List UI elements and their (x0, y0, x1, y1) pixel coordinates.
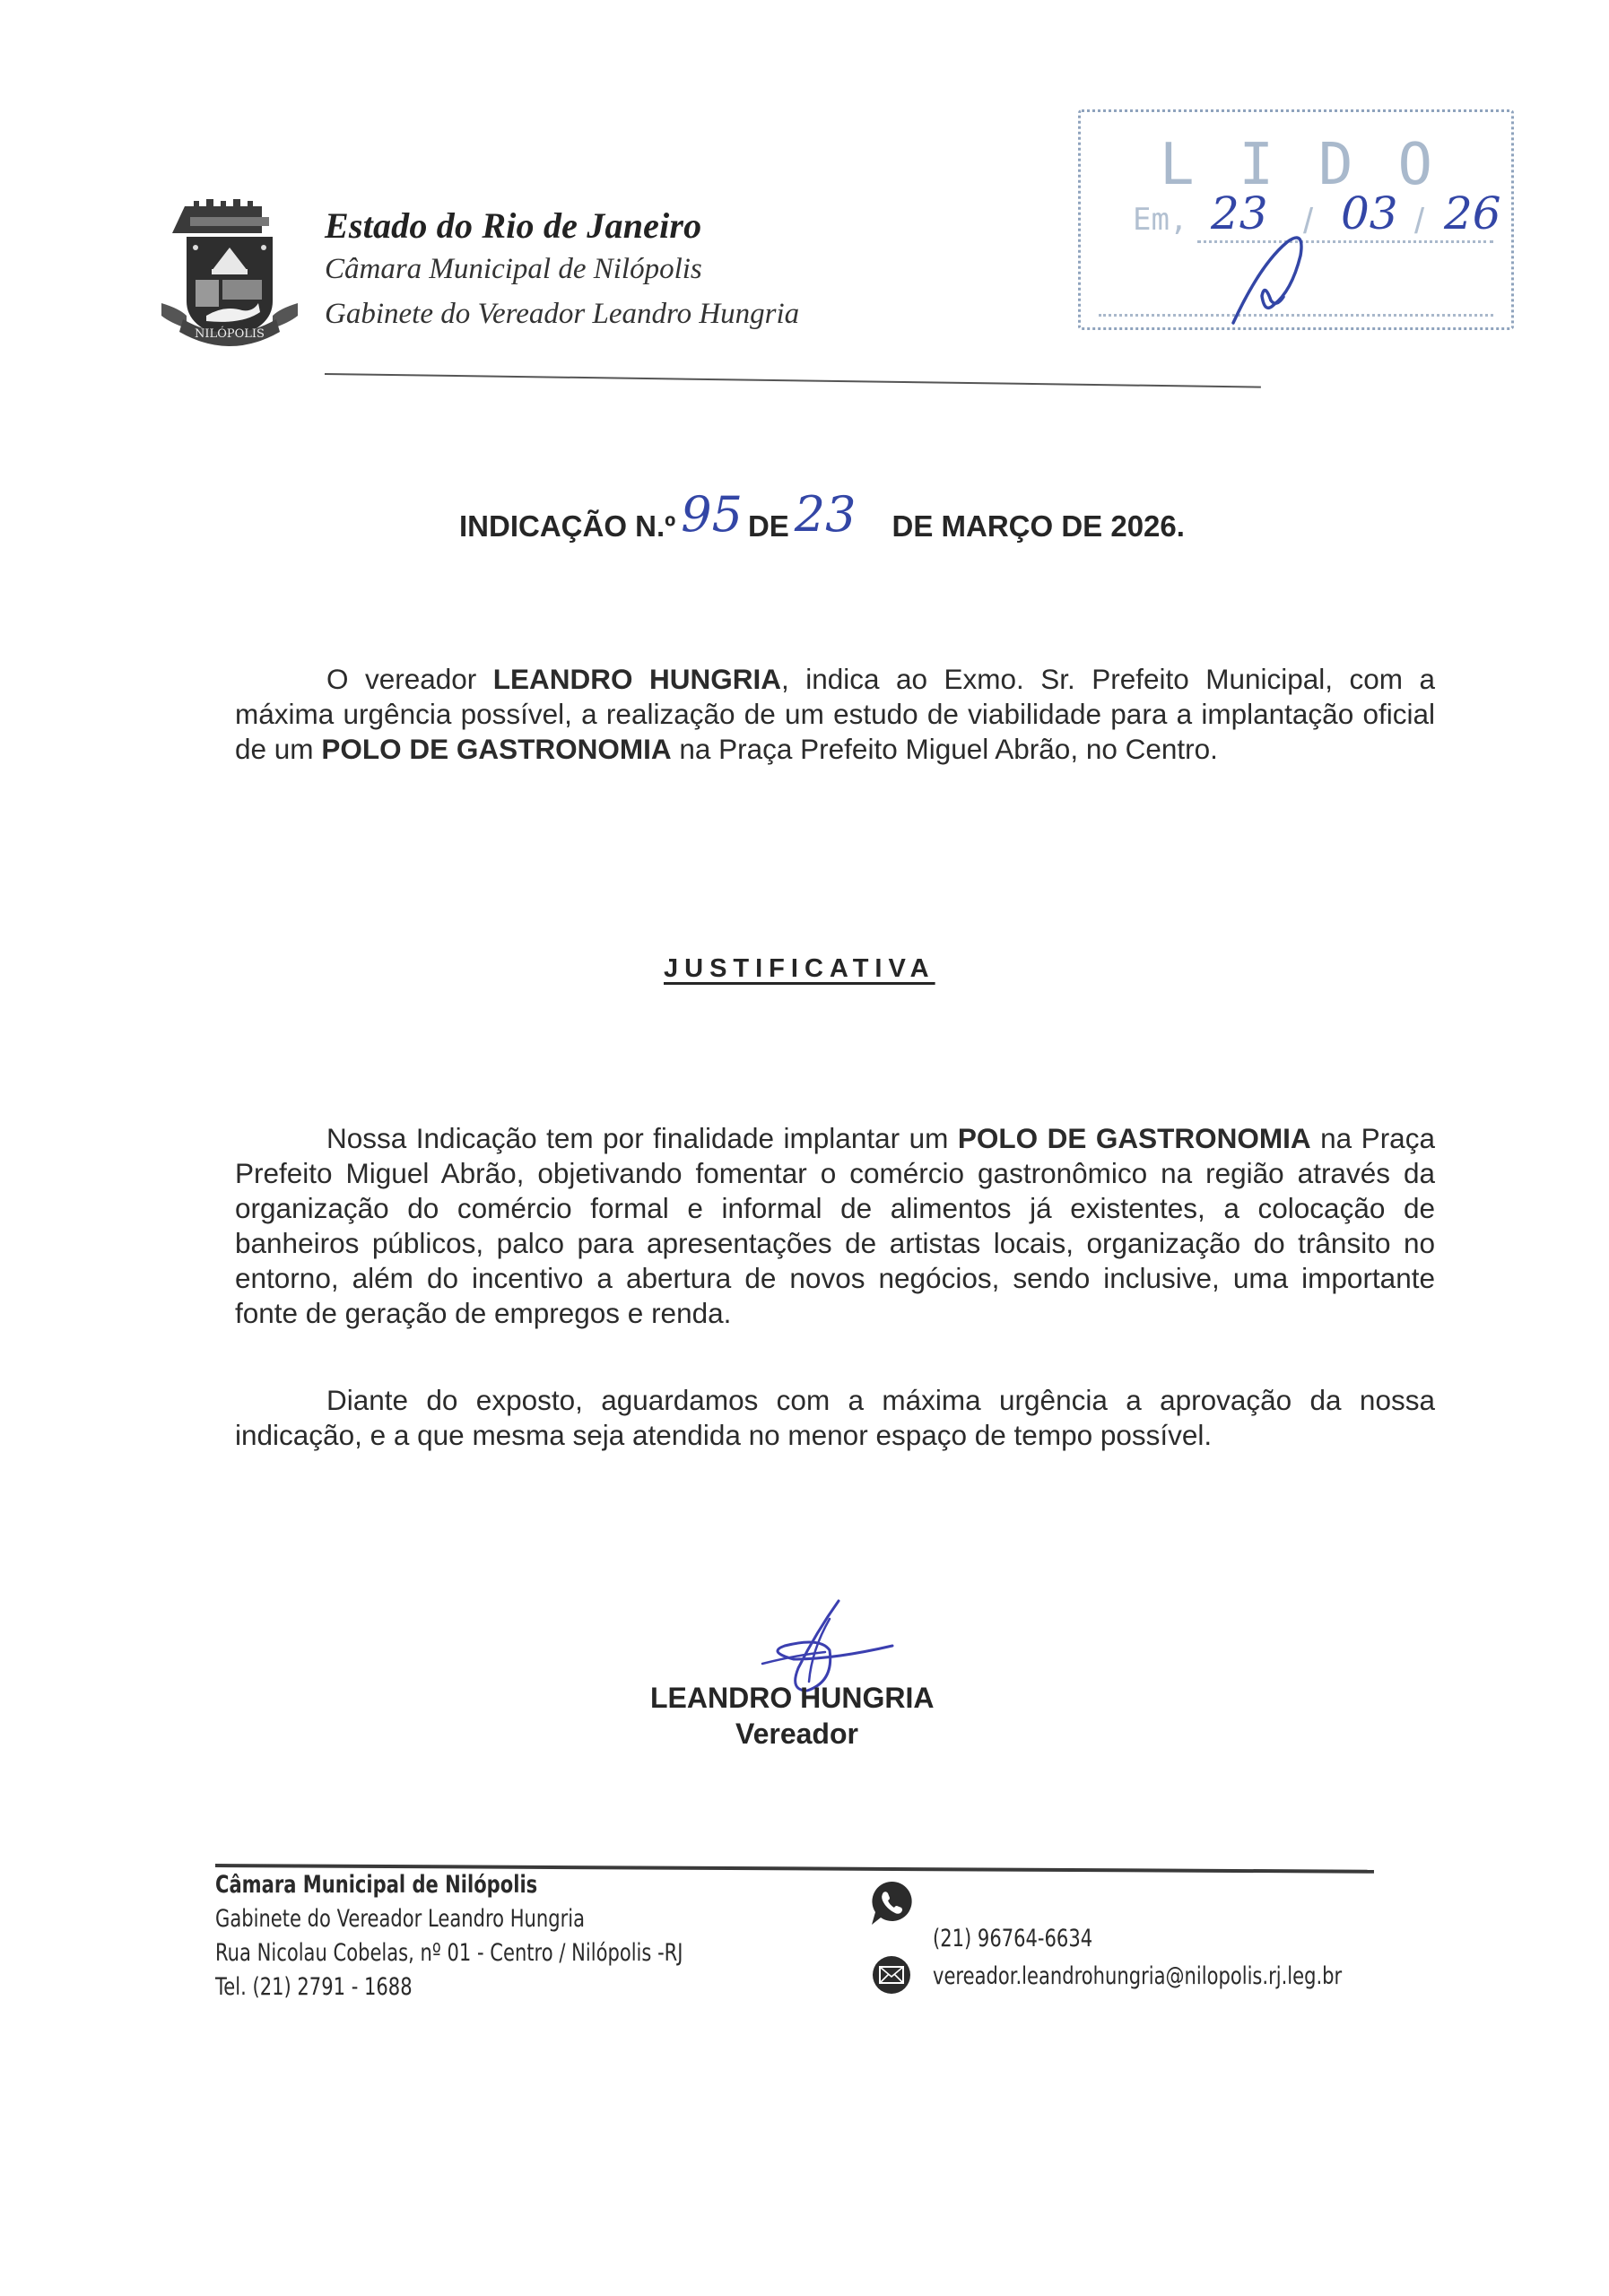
title-de: DE (747, 509, 789, 543)
closing-paragraph (235, 1383, 1435, 1453)
received-stamp (1078, 109, 1514, 330)
footer-email: vereador.leandrohungria@nilopolis.rj.leg.br (933, 1962, 1343, 1990)
crest-text: NILÓPOLIS (195, 327, 265, 341)
footer-phone: Tel. (21) 2791 - 1688 (215, 1973, 413, 2001)
stamp-month: 03 (1341, 187, 1398, 239)
justification-paragraph (235, 1121, 1435, 1331)
stamp-year: 26 (1444, 187, 1501, 239)
title-day: 23 (794, 486, 857, 543)
footer-mobile: (21) 96764-6634 (933, 1925, 1093, 1952)
mail-icon (870, 1955, 913, 1995)
signer-name: LEANDRO HUNGRIA (650, 1682, 935, 1714)
title-suffix: DE MARÇO DE 2026. (891, 509, 1185, 543)
footer-office: Gabinete do Vereador Leandro Hungria (215, 1905, 586, 1933)
text-run: Nossa Indicação tem por finalidade implantar um (326, 1122, 958, 1154)
whatsapp-icon (870, 1880, 913, 1926)
indication-paragraph (235, 662, 1435, 767)
project-name: POLO DE GASTRONOMIA (957, 1122, 1311, 1154)
text-run: Diante do exposto, aguardamos com a máxima urgência a aprovação da nossa indicação, e a que mesma seja atendida no menor espaço de tempo possível. (235, 1384, 1435, 1451)
indication-number: 95 (681, 486, 743, 543)
text-run: , indica ao Exmo. Sr. Prefeito Municipal, com a máxima urgência possível, a realização de um estudo de viabilidade para a implantação oficial de um (235, 663, 1435, 765)
municipal-crest-logo (160, 197, 300, 350)
councilor-name: LEANDRO HUNGRIA (492, 663, 781, 695)
footer-address: Rua Nicolau Cobelas, nº 01 - Centro / Nilópolis -RJ (215, 1939, 683, 1967)
title-prefix: INDICAÇÃO N.º (459, 509, 676, 543)
text-run: na Praça Prefeito Miguel Abrão, objetivando fomentar o comércio gastronômico na região através da organização do comércio formal e informal de alimentos já existentes, a colocação de banheiros públicos, palco para apresentações de artistas locais, organização do trânsito no entorno, além do incentivo a abertura de novos negócios, sendo inclusive, uma importante fonte de geração de empregos e renda. (235, 1122, 1435, 1329)
header-state: Estado do Rio de Janeiro (325, 205, 702, 246)
header-office: Gabinete do Vereador Leandro Hungria (325, 298, 800, 330)
justification-heading: JUSTIFICATIVA (664, 954, 935, 983)
stamp-separator: / (1303, 202, 1314, 241)
document-title (459, 486, 1185, 548)
stamp-separator: / (1414, 202, 1425, 241)
stamp-prefix: Em, (1133, 202, 1188, 238)
stamp-day: 23 (1211, 187, 1268, 239)
footer-org: Câmara Municipal de Nilópolis (215, 1871, 538, 1899)
project-name: POLO DE GASTRONOMIA (321, 733, 672, 765)
text-run: na Praça Prefeito Miguel Abrão, no Centro. (671, 733, 1218, 765)
text-run: O vereador (326, 663, 493, 695)
signer-role: Vereador (735, 1718, 858, 1750)
stamp-label: LIDO (1159, 132, 1478, 198)
header-divider (325, 373, 1261, 388)
header-chamber: Câmara Municipal de Nilópolis (325, 253, 702, 285)
stamp-initials-signature (1224, 229, 1332, 327)
